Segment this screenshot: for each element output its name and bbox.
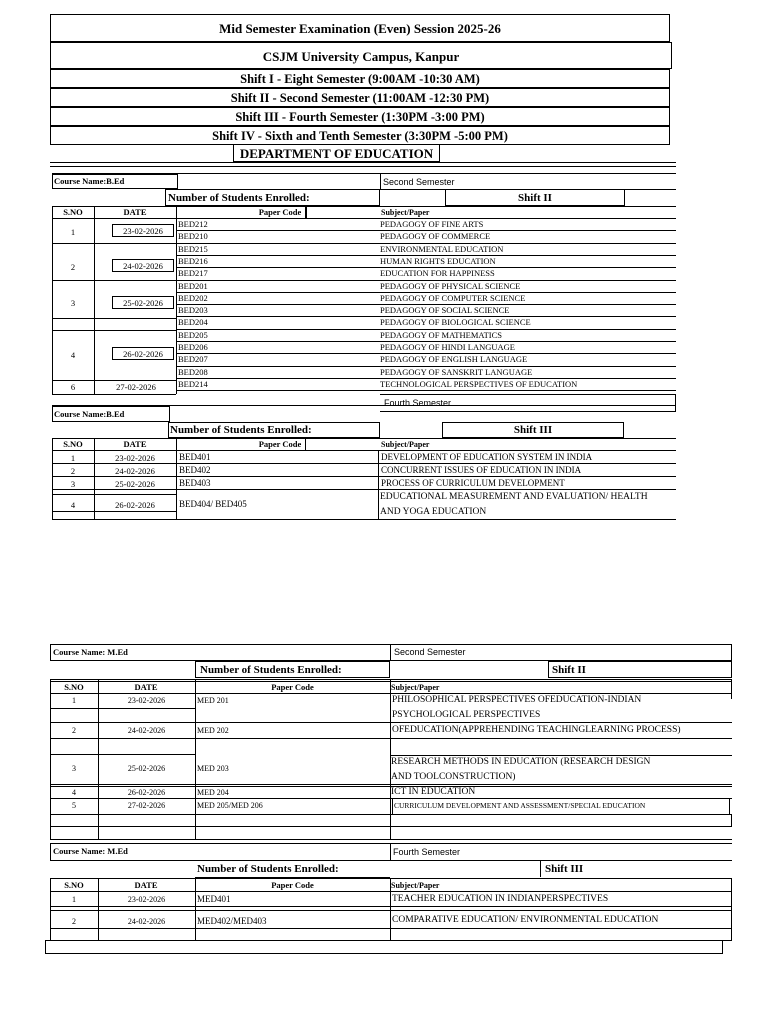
row-paper-code: BED204	[178, 317, 208, 328]
row-date: 25-02-2026	[127, 764, 166, 773]
row-subject: PEDAGOGY OF BIOLOGICAL SCIENCE	[380, 317, 531, 328]
row-paper-code: BED402	[179, 465, 211, 475]
col-sno: S.NO	[64, 682, 84, 692]
row-subject: PEDAGOGY OF COMPUTER SCIENCE	[380, 292, 526, 303]
group-date: 24-02-2026	[123, 261, 163, 271]
row-subject: PEDAGOGY OF SANSKRIT LANGUAGE	[380, 366, 533, 377]
col-date: DATE	[123, 439, 147, 449]
row-paper-code: BED404/ BED405	[179, 499, 247, 509]
row-subject: ENVIRONMENTAL EDUCATION	[380, 243, 504, 254]
row-subject: OFEDUCATION(APPREHENDING TEACHINGLEARNING PROCESS)	[392, 725, 681, 735]
row-paper-code: BED215	[178, 243, 208, 254]
col-sno: S.NO	[63, 439, 83, 449]
row-subject: PEDAGOGY OF COMMERCE	[380, 231, 491, 242]
row-paper-code: BED403	[179, 478, 211, 488]
col-paper-code: Paper Code	[258, 207, 302, 217]
enrolled-label: Number of Students Enrolled:	[200, 664, 342, 676]
shift-label: Shift II	[552, 664, 586, 676]
col-paper-code: Paper Code	[271, 880, 314, 890]
row-sno: 5	[72, 801, 76, 810]
row-sno: 2	[72, 726, 76, 735]
row-paper-code: BED201	[178, 280, 208, 291]
group-date: 25-02-2026	[123, 298, 163, 308]
row-subject: PEDAGOGY OF HINDI LANGUAGE	[380, 342, 515, 352]
col-subject: Subject/Paper	[391, 683, 440, 692]
row-date: 23-02-2026	[127, 696, 166, 705]
row-subject: CONCURRENT ISSUES OF EDUCATION IN INDIA	[381, 465, 582, 475]
enrolled-label: Number of Students Enrolled:	[168, 192, 310, 204]
row-subject: TECHNOLOGICAL PERSPECTIVES OF EDUCATION	[380, 378, 578, 389]
group-date: 26-02-2026	[123, 349, 163, 359]
row-subject: RESEARCH METHODS IN EDUCATION (RESEARCH DESIGN	[391, 757, 651, 767]
row-sno: 3	[72, 764, 76, 773]
shift-label: Shift III	[545, 863, 584, 875]
department-title: DEPARTMENT OF EDUCATION	[233, 144, 440, 162]
group-date: 27-02-2026	[116, 382, 156, 392]
row-date: 23-02-2026	[127, 895, 166, 904]
row-sno: 4	[72, 788, 76, 797]
row-subject: PEDAGOGY OF PHYSICAL SCIENCE	[380, 280, 521, 291]
row-subject: EDUCATION FOR HAPPINESS	[380, 268, 495, 279]
col-subject: Subject/Paper	[391, 881, 440, 890]
row-paper-code: BED207	[178, 354, 208, 365]
row-paper-code: MED 204	[197, 788, 229, 797]
exam-title: Mid Semester Examination (Even) Session 2025-26	[50, 14, 670, 42]
row-paper-code: BED214	[178, 378, 208, 389]
col-paper-code: Paper Code	[271, 682, 314, 692]
row-paper-code: BED216	[178, 255, 208, 266]
group-sno: 4	[70, 350, 76, 360]
semester-label: Second Semester	[383, 177, 455, 187]
row-subject-cont: PSYCHOLOGICAL PERSPECTIVES	[392, 710, 541, 720]
row-date: 24-02-2026	[115, 466, 155, 476]
enrolled-label: Number of Students Enrolled:	[170, 424, 312, 436]
row-paper-code: BED401	[179, 452, 211, 462]
row-paper-code: BED208	[178, 366, 208, 377]
shift-label: Shift III	[513, 424, 553, 436]
row-date: 26-02-2026	[127, 788, 166, 797]
enrolled-label: Number of Students Enrolled:	[197, 863, 339, 875]
row-paper-code: MED402/MED403	[197, 916, 267, 926]
row-subject: CURRICULUM DEVELOPMENT AND ASSESSMENT/SPECIAL EDUCATION	[394, 801, 646, 810]
row-paper-code: BED210	[178, 231, 208, 242]
row-paper-code: MED 205/MED 206	[197, 801, 263, 810]
campus-name: CSJM University Campus, Kanpur	[50, 42, 672, 69]
semester-label: Fourth Semester	[384, 398, 452, 408]
col-subject: Subject/Paper	[381, 440, 430, 449]
row-subject: PHILOSOPHICAL PERSPECTIVES OFEDUCATION-INDIAN	[392, 695, 642, 705]
group-sno: 1	[70, 227, 76, 237]
row-date: 24-02-2026	[127, 726, 166, 735]
col-sno: S.NO	[63, 207, 83, 217]
row-paper-code: MED 202	[197, 726, 229, 735]
row-sno: 1	[70, 453, 76, 463]
row-subject-cont: AND TOOLCONSTRUCTION)	[391, 772, 516, 782]
group-sno: 3	[70, 298, 76, 308]
row-subject: PEDAGOGY OF ENGLISH LANGUAGE	[380, 354, 528, 365]
row-date: 27-02-2026	[127, 801, 166, 810]
row-paper-code: BED205	[178, 329, 208, 340]
row-subject: DEVELOPMENT OF EDUCATION SYSTEM IN INDIA	[381, 452, 593, 462]
shift-1: Shift I - Eight Semester (9:00AM -10:30 AM)	[50, 69, 670, 88]
course-name: Course Name:B.Ed	[54, 409, 125, 419]
course-name: Course Name:B.Ed	[54, 176, 125, 186]
course-name: Course Name: M.Ed	[53, 846, 128, 856]
shift-2: Shift II - Second Semester (11:00AM -12:30 PM)	[50, 88, 670, 107]
row-sno: 3	[70, 479, 76, 489]
row-date: 24-02-2026	[127, 917, 166, 926]
row-subject: TEACHER EDUCATION IN INDIANPERSPECTIVES	[392, 894, 609, 904]
row-paper-code: BED217	[178, 268, 208, 279]
row-subject: EDUCATIONAL MEASUREMENT AND EVALUATION/ HEALTH	[380, 492, 648, 502]
row-subject: HUMAN RIGHTS EDUCATION	[380, 255, 496, 266]
semester-label: Second Semester	[394, 647, 466, 657]
row-paper-code: BED203	[178, 305, 208, 316]
group-date: 23-02-2026	[123, 226, 163, 236]
row-sno: 2	[72, 917, 76, 926]
row-subject: PEDAGOGY OF MATHEMATICS	[380, 329, 503, 340]
row-date: 23-02-2026	[115, 453, 155, 463]
row-subject: PEDAGOGY OF FINE ARTS	[380, 219, 484, 229]
row-paper-code: BED206	[178, 342, 208, 352]
row-sno: 1	[72, 895, 76, 904]
row-subject: PROCESS OF CURRICULUM DEVELOPMENT	[381, 478, 565, 488]
row-subject: COMPARATIVE EDUCATION/ ENVIRONMENTAL EDUCATION	[392, 915, 659, 925]
row-date: 25-02-2026	[115, 479, 155, 489]
row-paper-code: MED 201	[197, 696, 229, 705]
col-date: DATE	[134, 880, 158, 890]
course-name: Course Name: M.Ed	[53, 647, 128, 657]
shift-label: Shift II	[518, 192, 552, 204]
row-paper-code: MED401	[197, 894, 231, 904]
row-subject-cont: AND YOGA EDUCATION	[380, 507, 487, 517]
col-paper-code: Paper Code	[258, 439, 302, 449]
row-subject: PEDAGOGY OF SOCIAL SCIENCE	[380, 305, 510, 316]
shift-3: Shift III - Fourth Semester (1:30PM -3:00 PM)	[50, 107, 670, 126]
group-sno: 2	[70, 262, 76, 272]
row-sno: 4	[70, 500, 76, 510]
col-date: DATE	[134, 682, 158, 692]
col-sno: S.NO	[64, 880, 84, 890]
semester-label: Fourth Semester	[393, 847, 461, 857]
row-sno: 1	[72, 696, 76, 705]
col-date: DATE	[123, 207, 147, 217]
shift-4: Shift IV - Sixth and Tenth Semester (3:30PM -5:00 PM)	[50, 126, 670, 145]
group-sno: 6	[70, 382, 76, 392]
row-sno: 2	[70, 466, 76, 476]
col-subject: Subject/Paper	[381, 208, 430, 217]
row-paper-code: MED 203	[197, 764, 229, 773]
row-paper-code: BED212	[178, 219, 208, 229]
row-date: 26-02-2026	[115, 500, 155, 510]
row-subject: ICT IN EDUCATION	[391, 787, 476, 797]
row-paper-code: BED202	[178, 292, 208, 303]
